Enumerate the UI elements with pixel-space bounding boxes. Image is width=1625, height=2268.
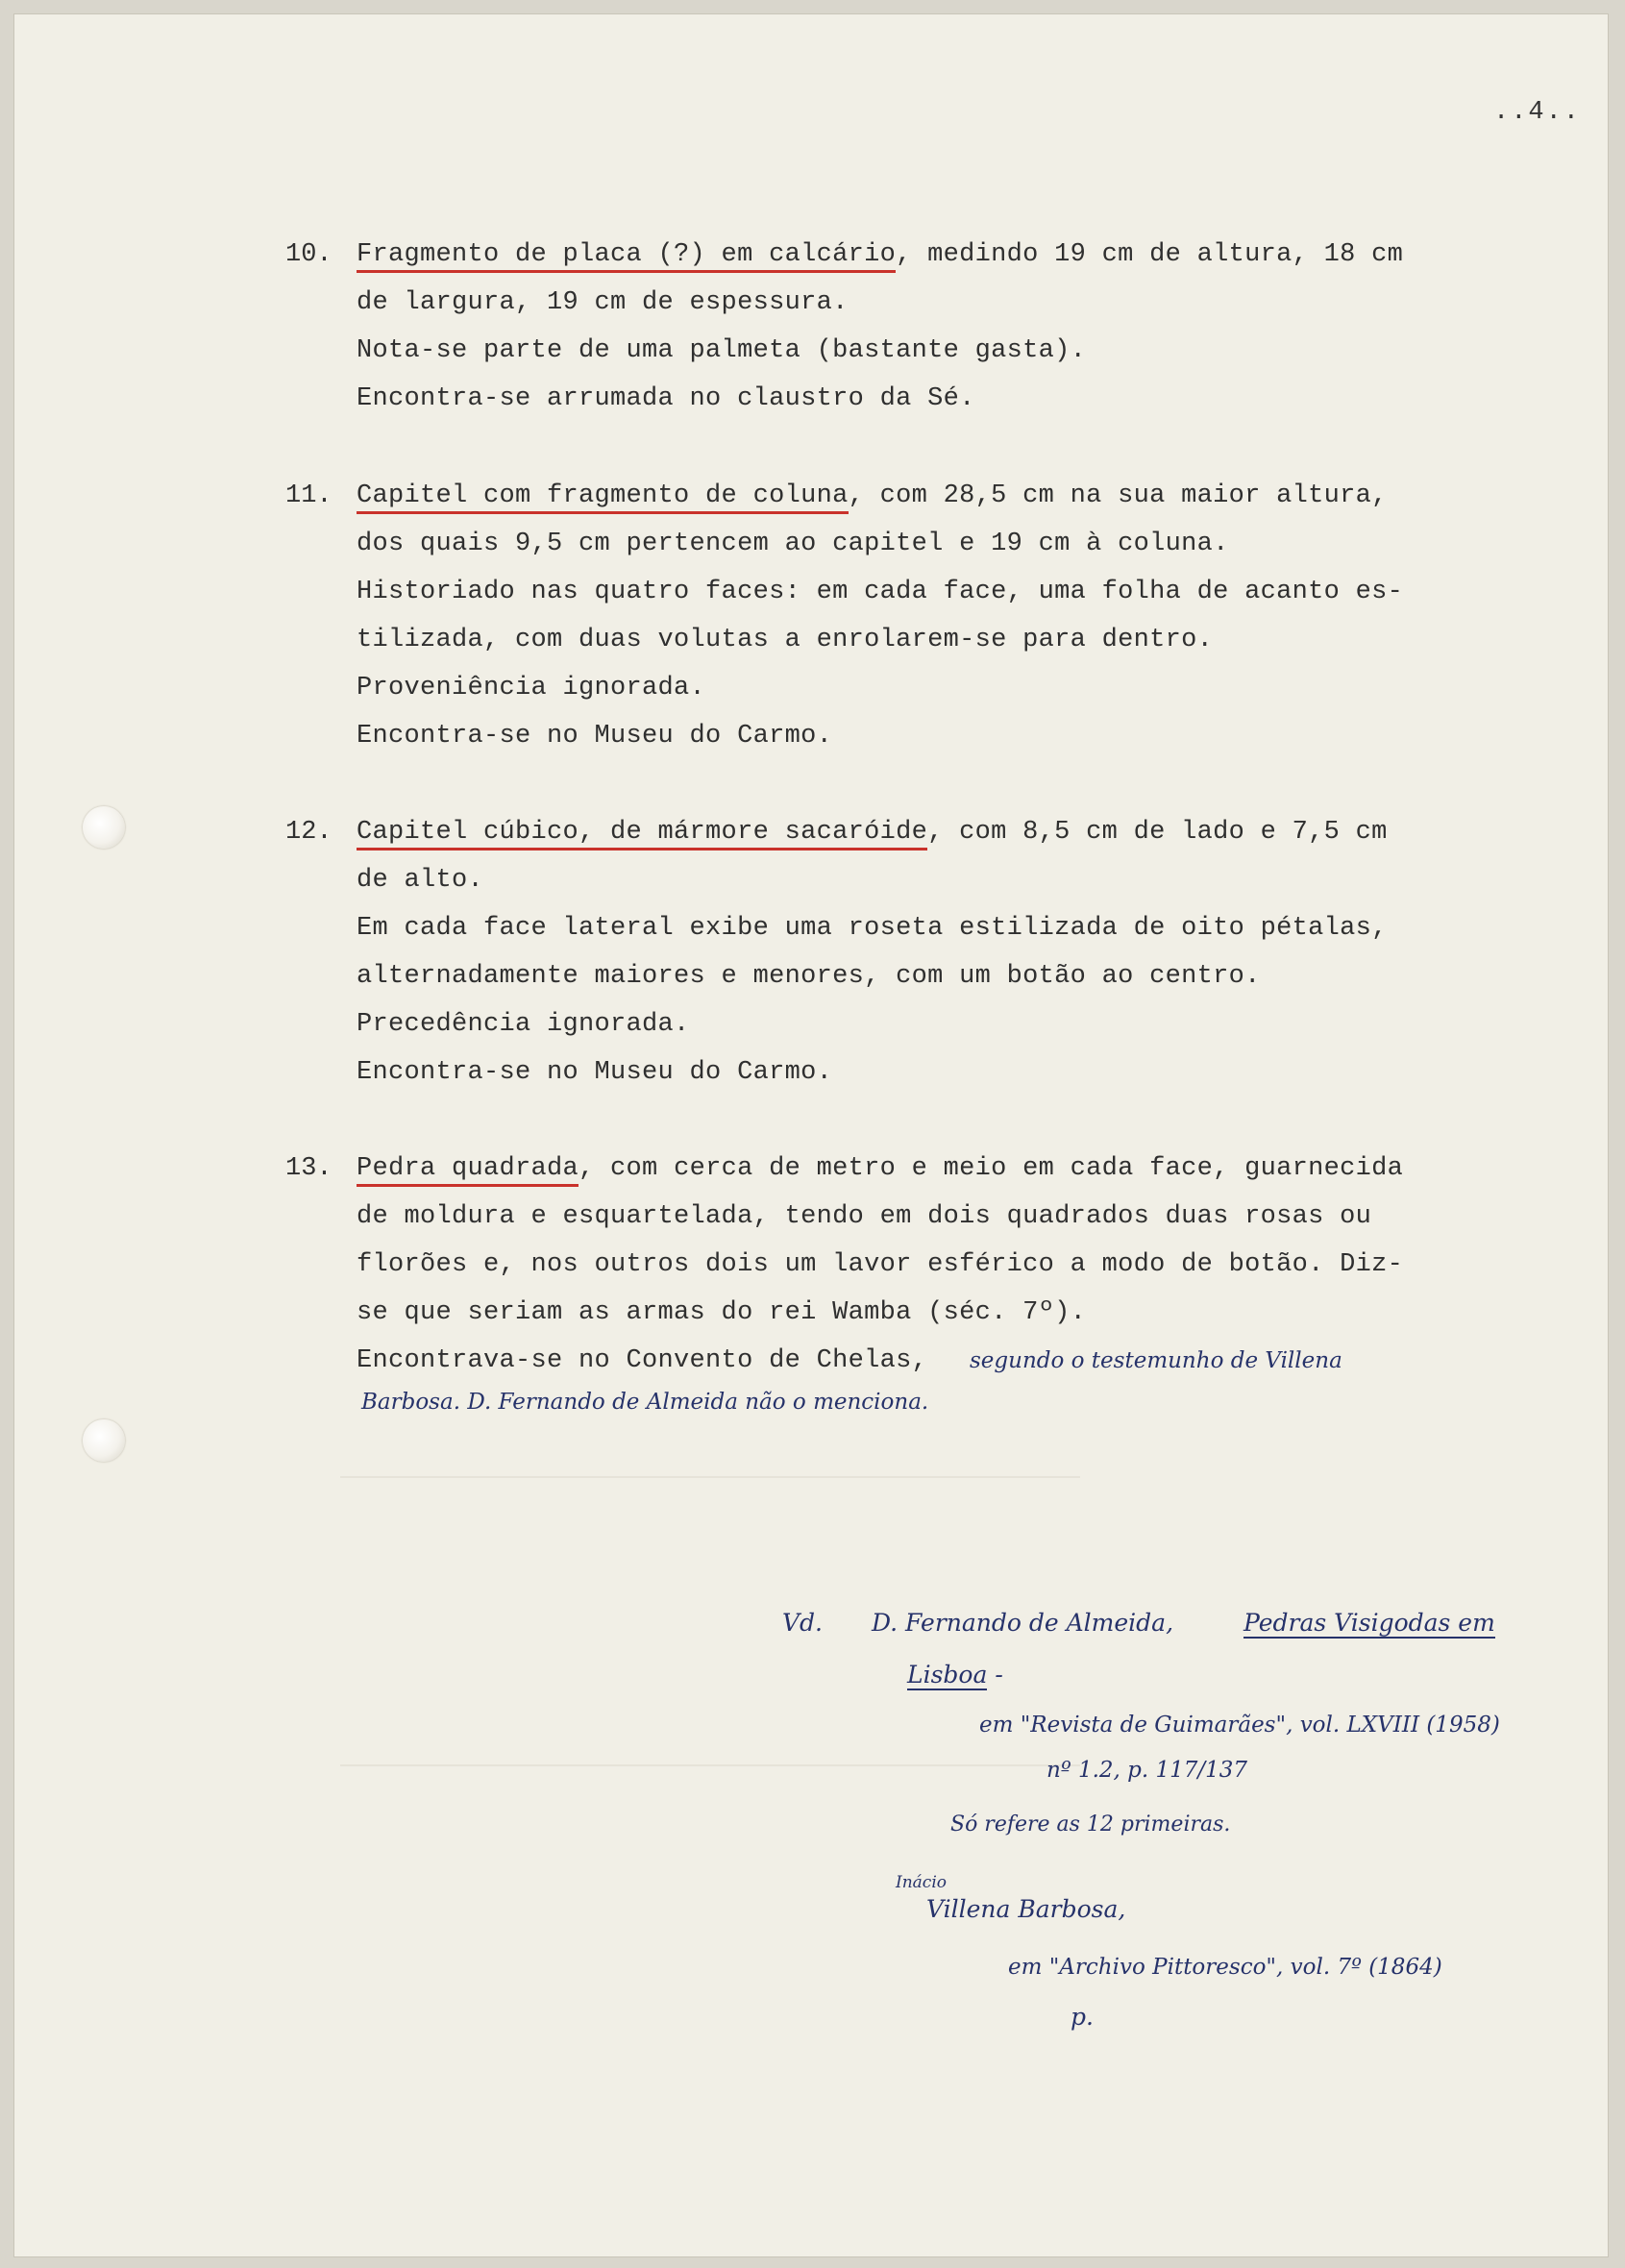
entry-line (357, 818, 1388, 847)
entry-line: Encontra-se arrumada no claustro da Sé. (357, 384, 975, 413)
punch-hole-top (83, 806, 125, 849)
entry-line: alternadamente maiores e menores, com um botão ao centro. (357, 962, 1261, 991)
entry-line: de moldura e esquartelada, tendo em dois quadrados duas rosas ou (357, 1202, 1372, 1231)
reference-pages: nº 1.2, p. 117/137 (1046, 1758, 1248, 1783)
entry-line (357, 1154, 1403, 1183)
entry-line: de alto. (357, 866, 484, 895)
entry-line (357, 240, 1403, 269)
punch-hole-bottom (83, 1419, 125, 1462)
reference-comment: Só refere as 12 primeiras. (950, 1812, 1231, 1837)
entry-line: se que seriam as armas do rei Wamba (séc. 7º). (357, 1298, 1087, 1327)
underlined-title: Capitel com fragmento de coluna (357, 481, 849, 514)
entry-line: Proveniência ignorada. (357, 674, 706, 703)
line-text: , medindo 19 cm de altura, 18 cm (896, 240, 1404, 269)
reference-pages: p. (1071, 2003, 1094, 2031)
entry-number: 12. (285, 818, 332, 847)
underlined-title: Fragmento de placa (?) em calcário (357, 240, 896, 273)
entry-line: tilizada, com duas volutas a enrolarem-se para dentro. (357, 626, 1214, 654)
handwritten-annotation: segundo o testemunho de Villena (970, 1348, 1342, 1373)
entry-line: Encontra-se no Museu do Carmo. (357, 1058, 833, 1087)
underlined-title: Capitel cúbico, de mármore sacaróide (357, 818, 927, 850)
entry-number: 10. (285, 240, 332, 269)
line-text: , com 8,5 cm de lado e 7,5 cm (927, 818, 1388, 847)
entry-line: Nota-se parte de uma palmeta (bastante gasta). (357, 336, 1087, 365)
entry-line: de largura, 19 cm de espessura. (357, 288, 849, 317)
entry-line: Encontra-se no Museu do Carmo. (357, 722, 833, 751)
reference-author: Villena Barbosa, (926, 1895, 1126, 1923)
handwritten-annotation: Barbosa. D. Fernando de Almeida não o menciona. (361, 1390, 929, 1415)
entry-line: Historiado nas quatro faces: em cada face, uma folha de acanto es- (357, 578, 1404, 606)
reference-title-cont: Lisboa (907, 1661, 988, 1689)
entry-line: Precedência ignorada. (357, 1010, 690, 1039)
divider-line (340, 1476, 1080, 1478)
reference-source: em "Revista de Guimarães", vol. LXVIII (1958) (979, 1713, 1500, 1738)
reference-title-line2 (907, 1661, 1003, 1689)
reference-insertion: Inácio (896, 1873, 947, 1892)
entry-number: 11. (285, 481, 332, 510)
reference-source: em "Archivo Pittoresco", vol. 7º (1864) (1008, 1955, 1442, 1980)
reference-author: D. Fernando de Almeida, (872, 1609, 1174, 1637)
document-page (13, 13, 1609, 2257)
entry-line: Encontrava-se no Convento de Chelas, (357, 1346, 928, 1375)
reference-prefix: Vd. (782, 1609, 824, 1637)
entry-line (357, 481, 1388, 510)
line-text: , com 28,5 cm na sua maior altura, (848, 481, 1388, 510)
entry-line: florões e, nos outros dois um lavor esférico a modo de botão. Diz- (357, 1250, 1404, 1279)
entry-line: Em cada face lateral exibe uma roseta estilizada de oito pétalas, (357, 914, 1388, 943)
reference-title: Pedras Visigodas em (1243, 1609, 1495, 1637)
divider-line (340, 1764, 1080, 1766)
entry-line: dos quais 9,5 cm pertencem ao capitel e 19 cm à coluna. (357, 530, 1229, 558)
reference-title-end: - (987, 1661, 1003, 1689)
page-number: ..4.. (1493, 98, 1582, 127)
entry-number: 13. (285, 1154, 332, 1183)
line-text: , com cerca de metro e meio em cada face, guarnecida (579, 1154, 1404, 1183)
underlined-title: Pedra quadrada (357, 1154, 579, 1187)
